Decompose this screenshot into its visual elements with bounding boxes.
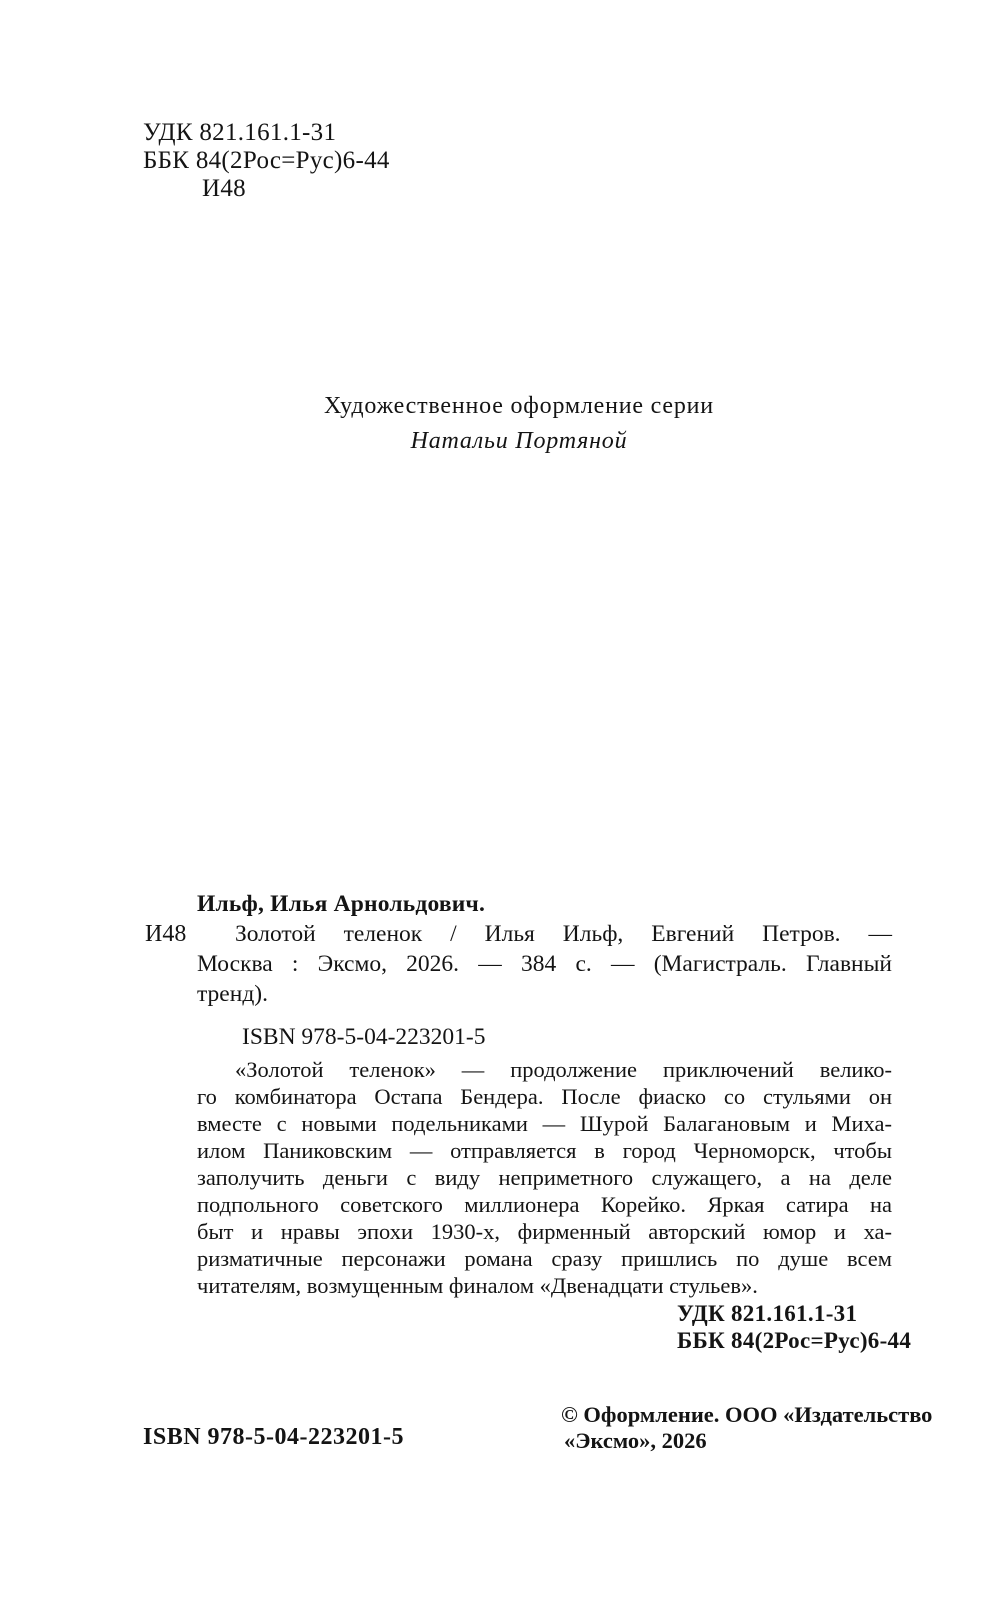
udk-code: УДК 821.161.1-31 bbox=[143, 119, 337, 146]
annotation-line: вместе с новыми подельниками — Шурой Балагановым и Миха- bbox=[197, 1111, 892, 1136]
bib-description-line: тренд). bbox=[197, 981, 268, 1007]
annotation-line: «Золотой теленок» — продолжение приключений велико- bbox=[235, 1057, 892, 1082]
copyright-line: © Оформление. ООО «Издательство bbox=[561, 1402, 933, 1427]
bbk-code: ББК 84(2Рос=Рус)6-44 bbox=[143, 147, 390, 174]
copyright-notice bbox=[561, 1402, 932, 1454]
bibliographic-record bbox=[197, 889, 892, 1299]
bib-description-line: Москва : Эксмо, 2026. — 384 с. — (Магистраль. Главный bbox=[197, 951, 892, 977]
annotation-line: подпольного советского миллионера Корейко. Яркая сатира на bbox=[197, 1192, 892, 1217]
udk-code-bottom: УДК 821.161.1-31 bbox=[677, 1301, 858, 1326]
top-classification-block bbox=[143, 119, 390, 203]
annotation-line: ризматичные персонажи романа сразу пришлись по душе всем bbox=[197, 1246, 892, 1271]
annotation-line: го комбинатора Остапа Бендера. После фиаско со стульями он bbox=[197, 1084, 892, 1109]
author-sign: И48 bbox=[202, 175, 246, 202]
annotation-line: илом Паниковским — отправляется в город Черноморск, чтобы bbox=[197, 1138, 892, 1163]
series-design-credit bbox=[143, 389, 895, 459]
copyright-line: «Эксмо», 2026 bbox=[564, 1428, 707, 1453]
series-credit-label: Художественное оформление серии bbox=[324, 393, 714, 419]
series-designer-name: Натальи Портяной bbox=[410, 428, 628, 454]
bib-isbn: ISBN 978-5-04-223201-5 bbox=[242, 1024, 486, 1050]
footer-isbn: ISBN 978-5-04-223201-5 bbox=[143, 1424, 404, 1450]
catalog-author-sign: И48 bbox=[145, 921, 187, 947]
annotation bbox=[197, 1056, 892, 1299]
bottom-classification-block bbox=[677, 1300, 911, 1354]
annotation-line: читателям, возмущенным финалом «Двенадцати стульев». bbox=[197, 1273, 758, 1298]
annotation-line: заполучить деньги с виду неприметного служащего, а на деле bbox=[197, 1165, 892, 1190]
annotation-line: быт и нравы эпохи 1930-х, фирменный авторский юмор и ха- bbox=[197, 1219, 892, 1244]
bbk-code-bottom: ББК 84(2Рос=Рус)6-44 bbox=[677, 1328, 912, 1353]
bib-author: Ильф, Илья Арнольдович. bbox=[197, 891, 486, 917]
bib-description-line: Золотой теленок / Илья Ильф, Евгений Петров. — bbox=[235, 921, 892, 947]
